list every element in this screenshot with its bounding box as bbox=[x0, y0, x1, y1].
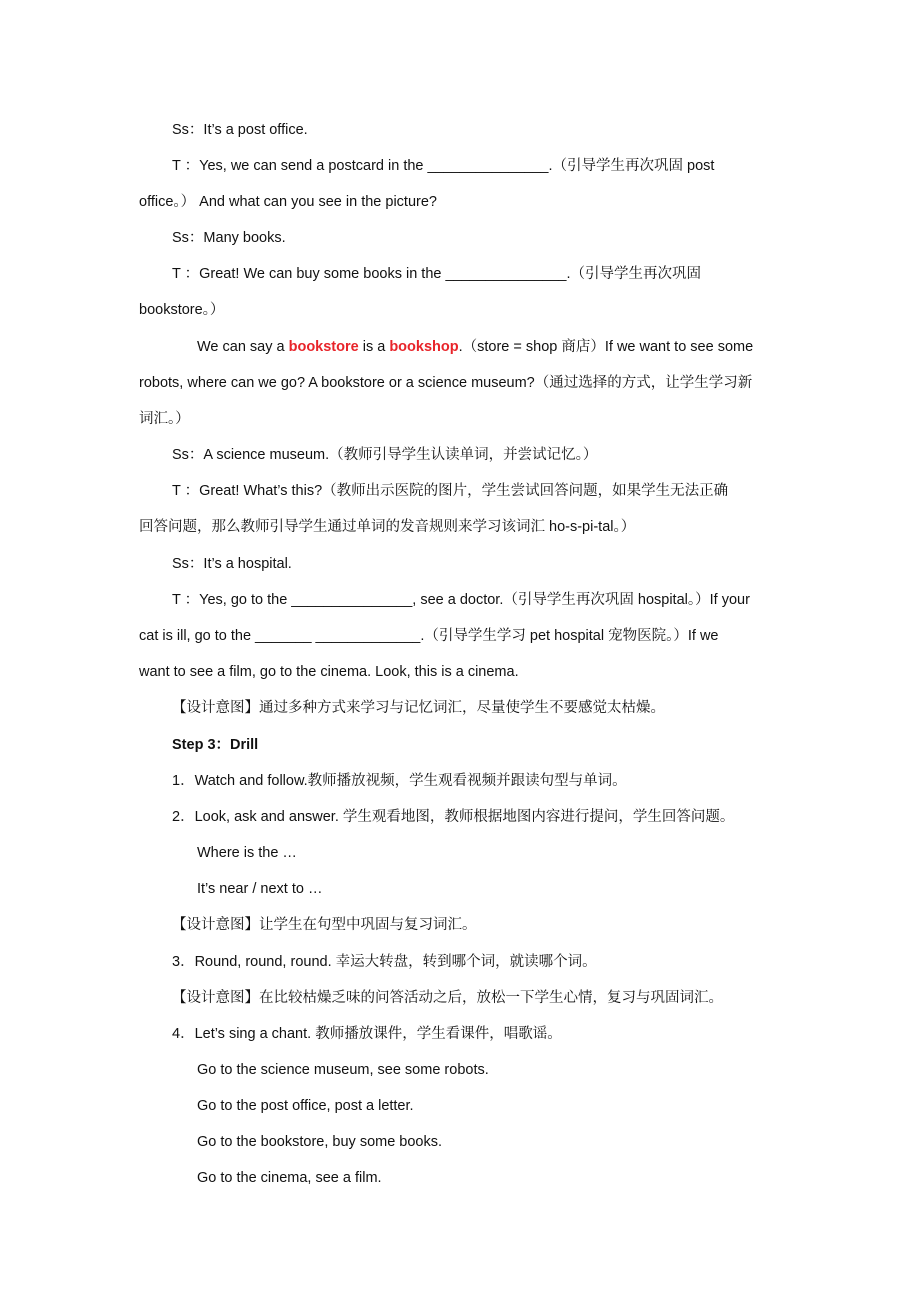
chant-line: Go to the science museum, see some robots. bbox=[197, 1062, 489, 1078]
list-item: 1．Watch and follow.教师播放视频，学生观看视频并跟读句型与单词。 bbox=[172, 773, 627, 789]
list-item: 3．Round, round, round. 幸运大转盘，转到哪个词，就读哪个词。 bbox=[172, 954, 597, 970]
highlight-bookstore: bookstore bbox=[288, 339, 359, 355]
text-line: Ss：A science museum.（教师引导学生认读单词，并尝试记忆。） bbox=[172, 447, 598, 463]
text-line: 回答问题，那么教师引导学生通过单词的发音规则来学习该词汇 ho-s-pi-tal。） bbox=[139, 519, 636, 535]
list-item: 4．Let’s sing a chant. 教师播放课件，学生看课件，唱歌谣。 bbox=[172, 1026, 562, 1042]
design-intent-note: 【设计意图】让学生在句型中巩固与复习词汇。 bbox=[172, 917, 477, 933]
text-line-highlighted bbox=[197, 337, 753, 357]
text-segment: is a bbox=[358, 339, 390, 355]
section-heading: Step 3：Drill bbox=[172, 737, 259, 753]
text-segment: .（store = shop 商店）If we want to see some bbox=[458, 339, 754, 355]
chant-line: Go to the cinema, see a film. bbox=[197, 1170, 382, 1186]
design-intent-note: 【设计意图】在比较枯燥乏味的问答活动之后，放松一下学生心情，复习与巩固词汇。 bbox=[172, 990, 723, 1006]
text-line: Ss：It’s a post office. bbox=[172, 122, 308, 138]
chant-line: Go to the bookstore, buy some books. bbox=[197, 1134, 443, 1150]
text-line: robots, where can we go? A bookstore or a science museum?（通过选择的方式，让学生学习新 bbox=[139, 375, 753, 391]
text-line: office。） And what can you see in the picture? bbox=[139, 194, 437, 210]
text-line: T ：Yes, go to the _______________, see a doctor.（引导学生再次巩固 hospital。）If your bbox=[172, 592, 750, 608]
text-line: cat is ill, go to the _______ _____________.（引导学生学习 pet hospital 宠物医院。）If we bbox=[139, 628, 719, 644]
design-intent-note: 【设计意图】通过多种方式来学习与记忆词汇，尽量使学生不要感觉太枯燥。 bbox=[172, 700, 665, 716]
text-line: Ss：Many books. bbox=[172, 230, 286, 246]
text-line: T ：Yes, we can send a postcard in the _______________.（引导学生再次巩固 post bbox=[172, 158, 715, 174]
list-item: 2．Look, ask and answer. 学生观看地图，教师根据地图内容进行提问，学生回答问题。 bbox=[172, 809, 735, 825]
text-line: T ：Great! We can buy some books in the _______________.（引导学生再次巩固 bbox=[172, 266, 701, 282]
text-line: bookstore。） bbox=[139, 302, 225, 318]
text-line: want to see a film, go to the cinema. Look, this is a cinema. bbox=[139, 664, 519, 680]
sentence-pattern: Where is the … bbox=[197, 845, 297, 861]
text-segment: We can say a bbox=[197, 339, 289, 355]
text-line: Ss：It’s a hospital. bbox=[172, 556, 292, 572]
highlight-bookshop: bookshop bbox=[389, 339, 459, 355]
chant-line: Go to the post office, post a letter. bbox=[197, 1098, 414, 1114]
sentence-pattern: It’s near / next to … bbox=[197, 881, 323, 897]
text-line: T ：Great! What’s this?（教师出示医院的图片，学生尝试回答问题，如果学生无法正确 bbox=[172, 483, 729, 499]
text-line: 词汇。） bbox=[139, 411, 190, 427]
